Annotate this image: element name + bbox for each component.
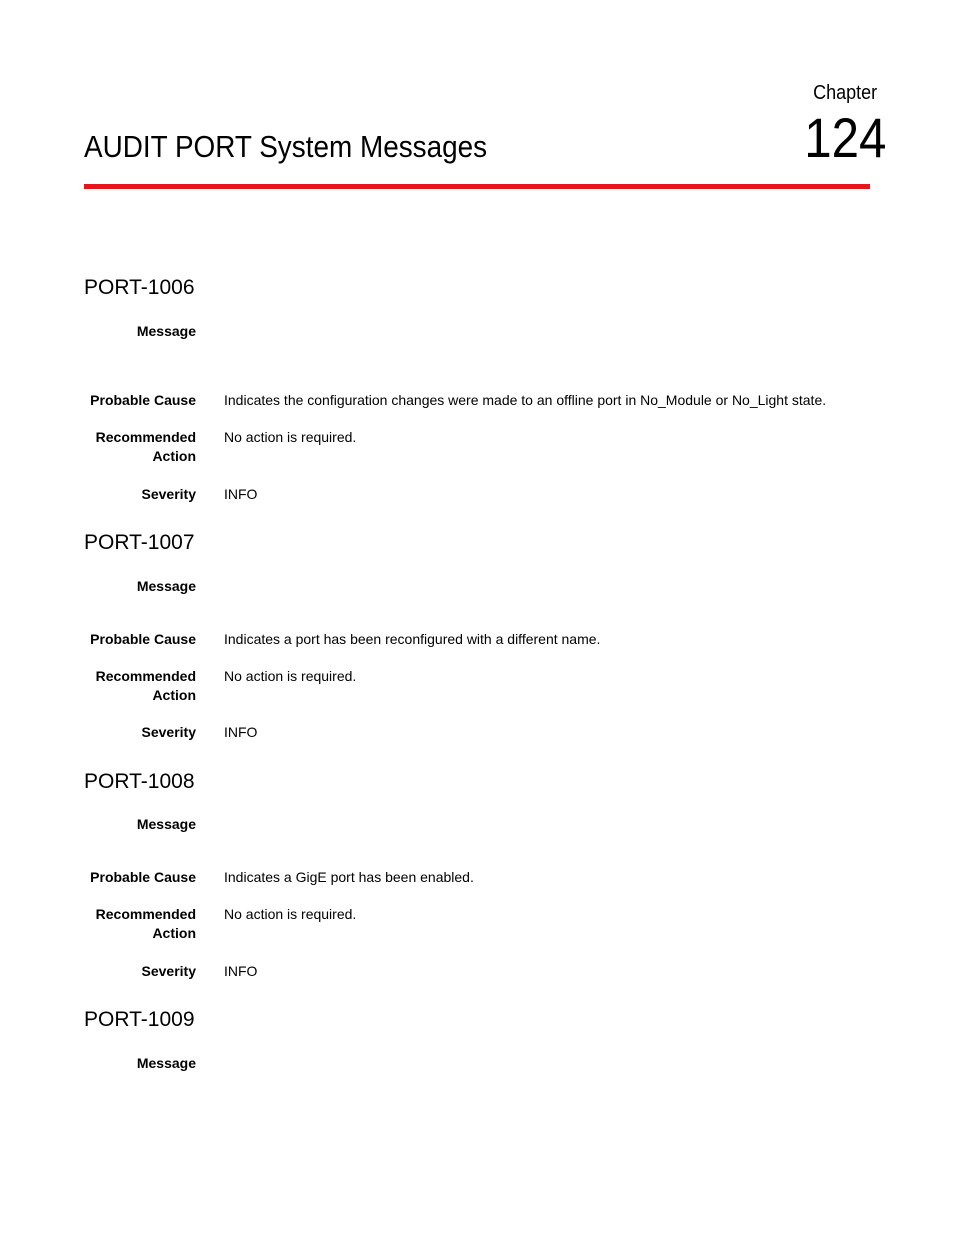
recommended-label-line1: Recommended: [95, 906, 196, 922]
recommended-label-line2: Action: [152, 448, 196, 464]
chapter-number: 124: [803, 106, 886, 169]
page-title: AUDIT PORT System Messages: [84, 129, 488, 164]
title-rule: [84, 184, 870, 189]
recommended-label-line1: Recommended: [95, 668, 196, 684]
recommended-action-value: No action is required.: [224, 429, 357, 445]
severity-value: INFO: [224, 963, 258, 979]
section-heading: PORT-1008: [84, 770, 195, 793]
recommended-action-value: No action is required.: [224, 668, 357, 684]
recommended-action-label: [36, 428, 196, 466]
section-heading: PORT-1009: [84, 1008, 195, 1031]
probable-cause-value: Indicates a port has been reconfigured with a different name.: [224, 631, 601, 647]
recommended-label-line1: Recommended: [95, 429, 196, 445]
probable-cause-value: Indicates the configuration changes were made to an offline port in No_Module or No_Light state.: [224, 392, 827, 408]
recommended-action-value: No action is required.: [224, 906, 357, 922]
probable-cause-label: Probable Cause: [90, 392, 196, 408]
probable-cause-label: Probable Cause: [90, 631, 196, 647]
message-label: Message: [136, 323, 196, 339]
recommended-label-line2: Action: [152, 925, 196, 941]
message-label: Message: [136, 816, 196, 832]
message-label: Message: [136, 1055, 196, 1071]
section-heading: PORT-1007: [84, 531, 195, 554]
recommended-action-label: [36, 667, 196, 705]
chapter-label: Chapter: [812, 82, 877, 104]
severity-value: INFO: [224, 486, 258, 502]
section-heading: PORT-1006: [84, 276, 195, 299]
severity-label: Severity: [141, 724, 196, 740]
severity-label: Severity: [141, 486, 196, 502]
probable-cause-label: Probable Cause: [90, 869, 196, 885]
message-label: Message: [136, 578, 196, 594]
probable-cause-value: Indicates a GigE port has been enabled.: [224, 869, 474, 885]
severity-label: Severity: [141, 963, 196, 979]
severity-value: INFO: [224, 724, 258, 740]
recommended-action-label: [36, 905, 196, 943]
recommended-label-line2: Action: [152, 687, 196, 703]
